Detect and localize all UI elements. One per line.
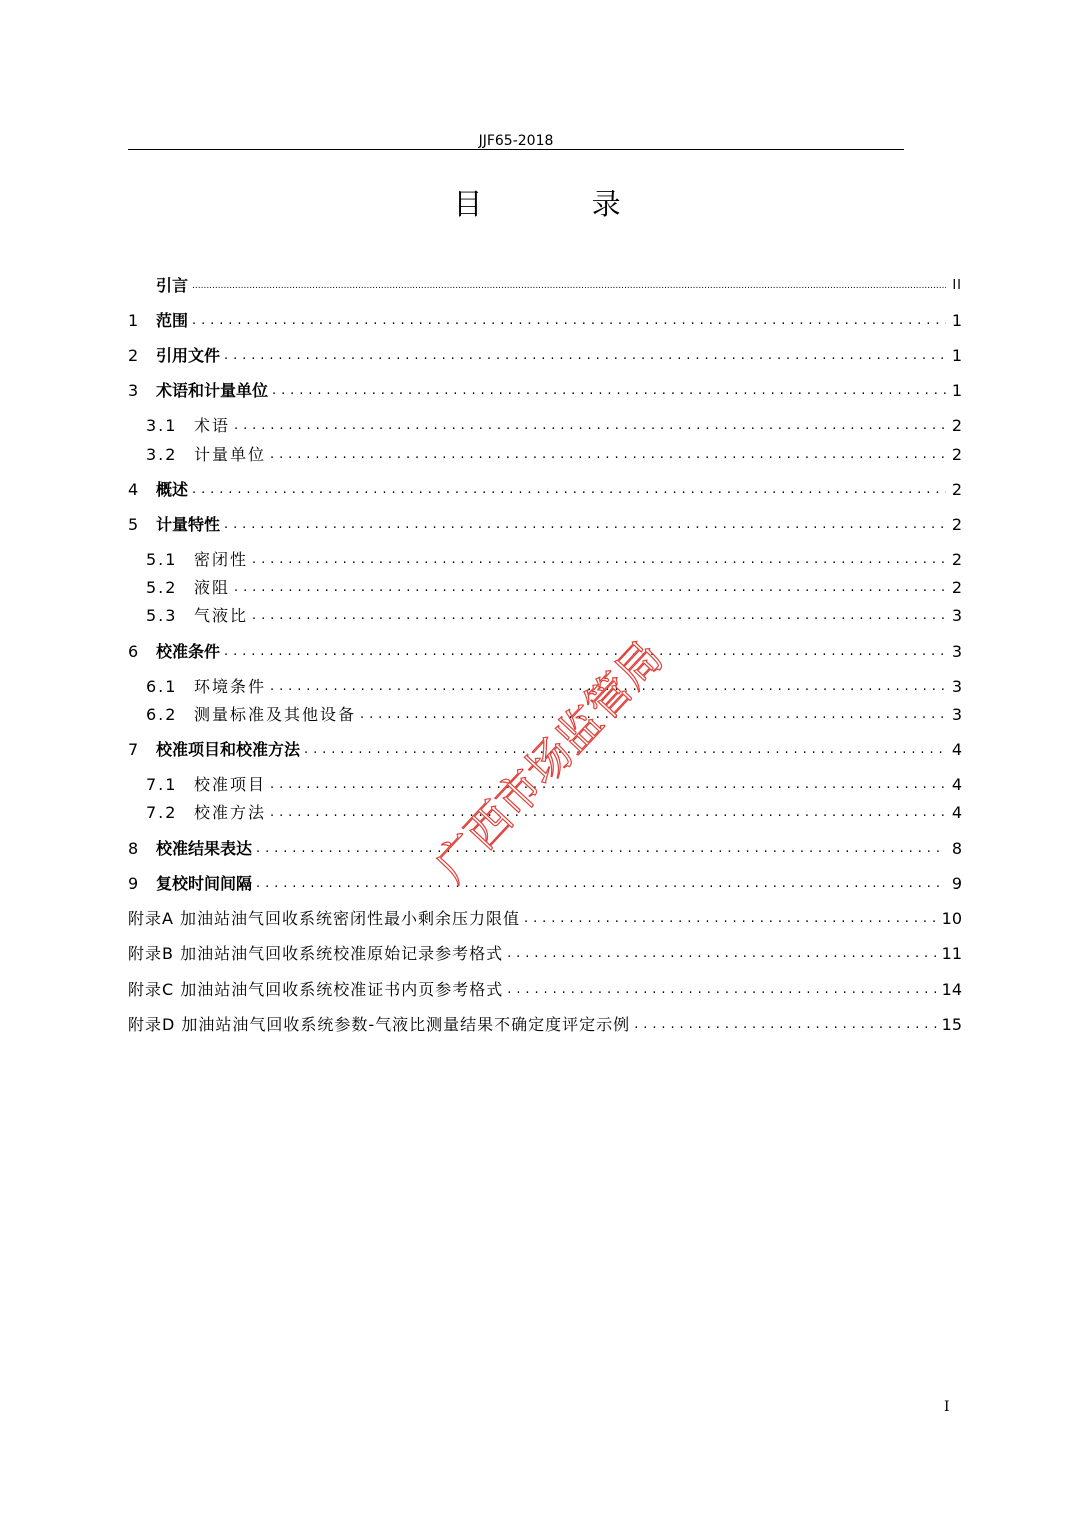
toc-entry-number: 8	[128, 839, 139, 858]
toc-dot-leader	[234, 575, 946, 601]
toc-entry-page: 3	[951, 606, 962, 625]
toc-entry-7-1[interactable]	[146, 772, 962, 798]
toc-dot-leader	[192, 273, 946, 299]
toc-entry-number: 9	[128, 874, 139, 893]
toc-entry-number: 3.2	[146, 445, 178, 464]
toc-entry-label: 环境条件	[194, 677, 267, 696]
toc-entry-page: 1	[951, 346, 962, 365]
toc-entry-page: II	[952, 278, 962, 293]
toc-dot-leader	[224, 512, 946, 538]
toc-dot-leader	[270, 772, 946, 798]
page-number: I	[944, 1399, 950, 1415]
toc-entry-label: 附录C 加油站油气回收系统校准证书内页参考格式	[128, 980, 504, 999]
toc-entry-appendix-b[interactable]	[128, 941, 962, 967]
toc-dot-leader	[192, 477, 946, 503]
toc-entry-label: 复校时间间隔	[156, 874, 253, 893]
toc-entry-label: 校准项目和校准方法	[156, 740, 301, 759]
toc-entry-number: 6.1	[146, 677, 178, 696]
toc-entry-number: 4	[128, 480, 139, 499]
toc-entry-number: 5.2	[146, 578, 178, 597]
toc-entry-page: 3	[951, 642, 962, 661]
toc-entry-label: 测量标准及其他设备	[194, 705, 357, 724]
toc-entry-label: 校准结果表达	[156, 839, 253, 858]
toc-entry-7[interactable]	[128, 737, 962, 763]
toc-entry-label: 附录A 加油站油气回收系统密闭性最小剩余压力限值	[128, 909, 521, 928]
toc-entry-3-2[interactable]	[146, 442, 962, 468]
toc-entry-number: 7.2	[146, 803, 178, 822]
toc-entry-6[interactable]	[128, 639, 962, 665]
toc-dot-leader	[192, 308, 946, 334]
toc-entry-label: 引用文件	[156, 346, 221, 365]
toc-entry-page: 2	[951, 550, 962, 569]
toc-entry-page: 4	[951, 775, 962, 794]
toc-dot-leader	[270, 674, 946, 700]
toc-entry-8[interactable]	[128, 836, 962, 862]
toc-dot-leader	[272, 378, 946, 404]
toc-entry-label: 术语和计量单位	[156, 381, 269, 400]
toc-entry-label: 计量单位	[194, 445, 267, 464]
document-code-header: JJF65-2018	[478, 133, 554, 149]
toc-entry-number: 6	[128, 642, 139, 661]
toc-entry-number: 7	[128, 740, 139, 759]
toc-dot-leader	[524, 906, 938, 932]
toc-entry-number: 5.3	[146, 606, 178, 625]
toc-entry-page: 11	[941, 944, 962, 963]
toc-entry-number: 6.2	[146, 705, 178, 724]
toc-entry-5-3[interactable]	[146, 603, 962, 629]
toc-entry-9[interactable]	[128, 871, 962, 897]
toc-dot-leader	[507, 941, 938, 967]
toc-entry-label: 液阻	[194, 578, 231, 597]
toc-entry-label: 校准方法	[194, 803, 267, 822]
toc-entry-label: 校准条件	[156, 642, 221, 661]
toc-entry-label: 计量特性	[156, 515, 221, 534]
toc-entry-6-2[interactable]	[146, 702, 962, 728]
toc-dot-leader	[270, 442, 946, 468]
toc-entry-5-2[interactable]	[146, 575, 962, 601]
toc-entry-5[interactable]	[128, 512, 962, 538]
toc-entry-4[interactable]	[128, 477, 962, 503]
toc-entry-label: 密闭性	[194, 550, 249, 569]
toc-entry-number: 1	[128, 311, 139, 330]
toc-entry-3-1[interactable]	[146, 413, 962, 439]
toc-entry-appendix-d[interactable]	[128, 1012, 962, 1038]
toc-entry-label: 校准项目	[194, 775, 267, 794]
toc-dot-leader	[256, 871, 946, 897]
toc-entry-label: 附录D 加油站油气回收系统参数-气液比测量结果不确定度评定示例	[128, 1015, 631, 1034]
toc-entry-1[interactable]	[128, 308, 962, 334]
toc-entry-number: 3	[128, 381, 139, 400]
toc-entry-page: 15	[941, 1015, 962, 1034]
toc-dot-leader	[252, 547, 946, 573]
watermark-stamp: 广西市场监管局	[425, 631, 674, 892]
toc-dot-leader	[507, 977, 937, 1003]
toc-dot-leader	[304, 737, 946, 763]
toc-entry-2[interactable]	[128, 343, 962, 369]
toc-entry-page: 9	[951, 874, 962, 893]
toc-entry-appendix-a[interactable]	[128, 906, 962, 932]
page-title: 目 录	[453, 187, 671, 221]
toc-dot-leader	[252, 603, 946, 629]
toc-entry-page: 2	[951, 445, 962, 464]
toc-entry-appendix-c[interactable]	[128, 977, 962, 1003]
toc-dot-leader	[634, 1012, 937, 1038]
toc-entry-page: 8	[951, 839, 962, 858]
toc-entry-page: 2	[951, 416, 962, 435]
toc-entry-page: 2	[951, 578, 962, 597]
toc-entry-label: 气液比	[194, 606, 249, 625]
toc-entry-5-1[interactable]	[146, 547, 962, 573]
toc-dot-leader	[234, 413, 946, 439]
toc-entry-number: 3.1	[146, 416, 178, 435]
toc-entry-intro[interactable]	[128, 273, 962, 299]
toc-entry-label: 附录B 加油站油气回收系统校准原始记录参考格式	[128, 944, 504, 963]
toc-entry-page: 3	[951, 677, 962, 696]
toc-entry-page: 10	[941, 909, 962, 928]
toc-dot-leader	[256, 836, 946, 862]
toc-dot-leader	[270, 800, 946, 826]
table-of-contents	[128, 0, 964, 1520]
toc-entry-label: 范围	[156, 311, 189, 330]
toc-entry-page: 14	[941, 980, 962, 999]
toc-entry-page: 3	[951, 705, 962, 724]
toc-entry-page: 1	[951, 381, 962, 400]
toc-entry-number: 7.1	[146, 775, 178, 794]
toc-dot-leader	[224, 639, 946, 665]
toc-entry-6-1[interactable]	[146, 674, 962, 700]
toc-entry-7-2[interactable]	[146, 800, 962, 826]
toc-entry-page: 2	[951, 480, 962, 499]
toc-entry-label: 概述	[156, 480, 189, 499]
toc-entry-number: 2	[128, 346, 139, 365]
toc-dot-leader	[224, 343, 946, 369]
toc-entry-page: 1	[951, 311, 962, 330]
toc-entry-page: 4	[951, 740, 962, 759]
toc-entry-3[interactable]	[128, 378, 962, 404]
toc-entry-page: 2	[951, 515, 962, 534]
toc-entry-number: 5.1	[146, 550, 178, 569]
toc-entry-page: 4	[951, 803, 962, 822]
toc-entry-label: 引言	[156, 276, 189, 295]
toc-entry-number: 5	[128, 515, 139, 534]
toc-dot-leader	[360, 702, 946, 728]
toc-entry-label: 术语	[194, 416, 231, 435]
